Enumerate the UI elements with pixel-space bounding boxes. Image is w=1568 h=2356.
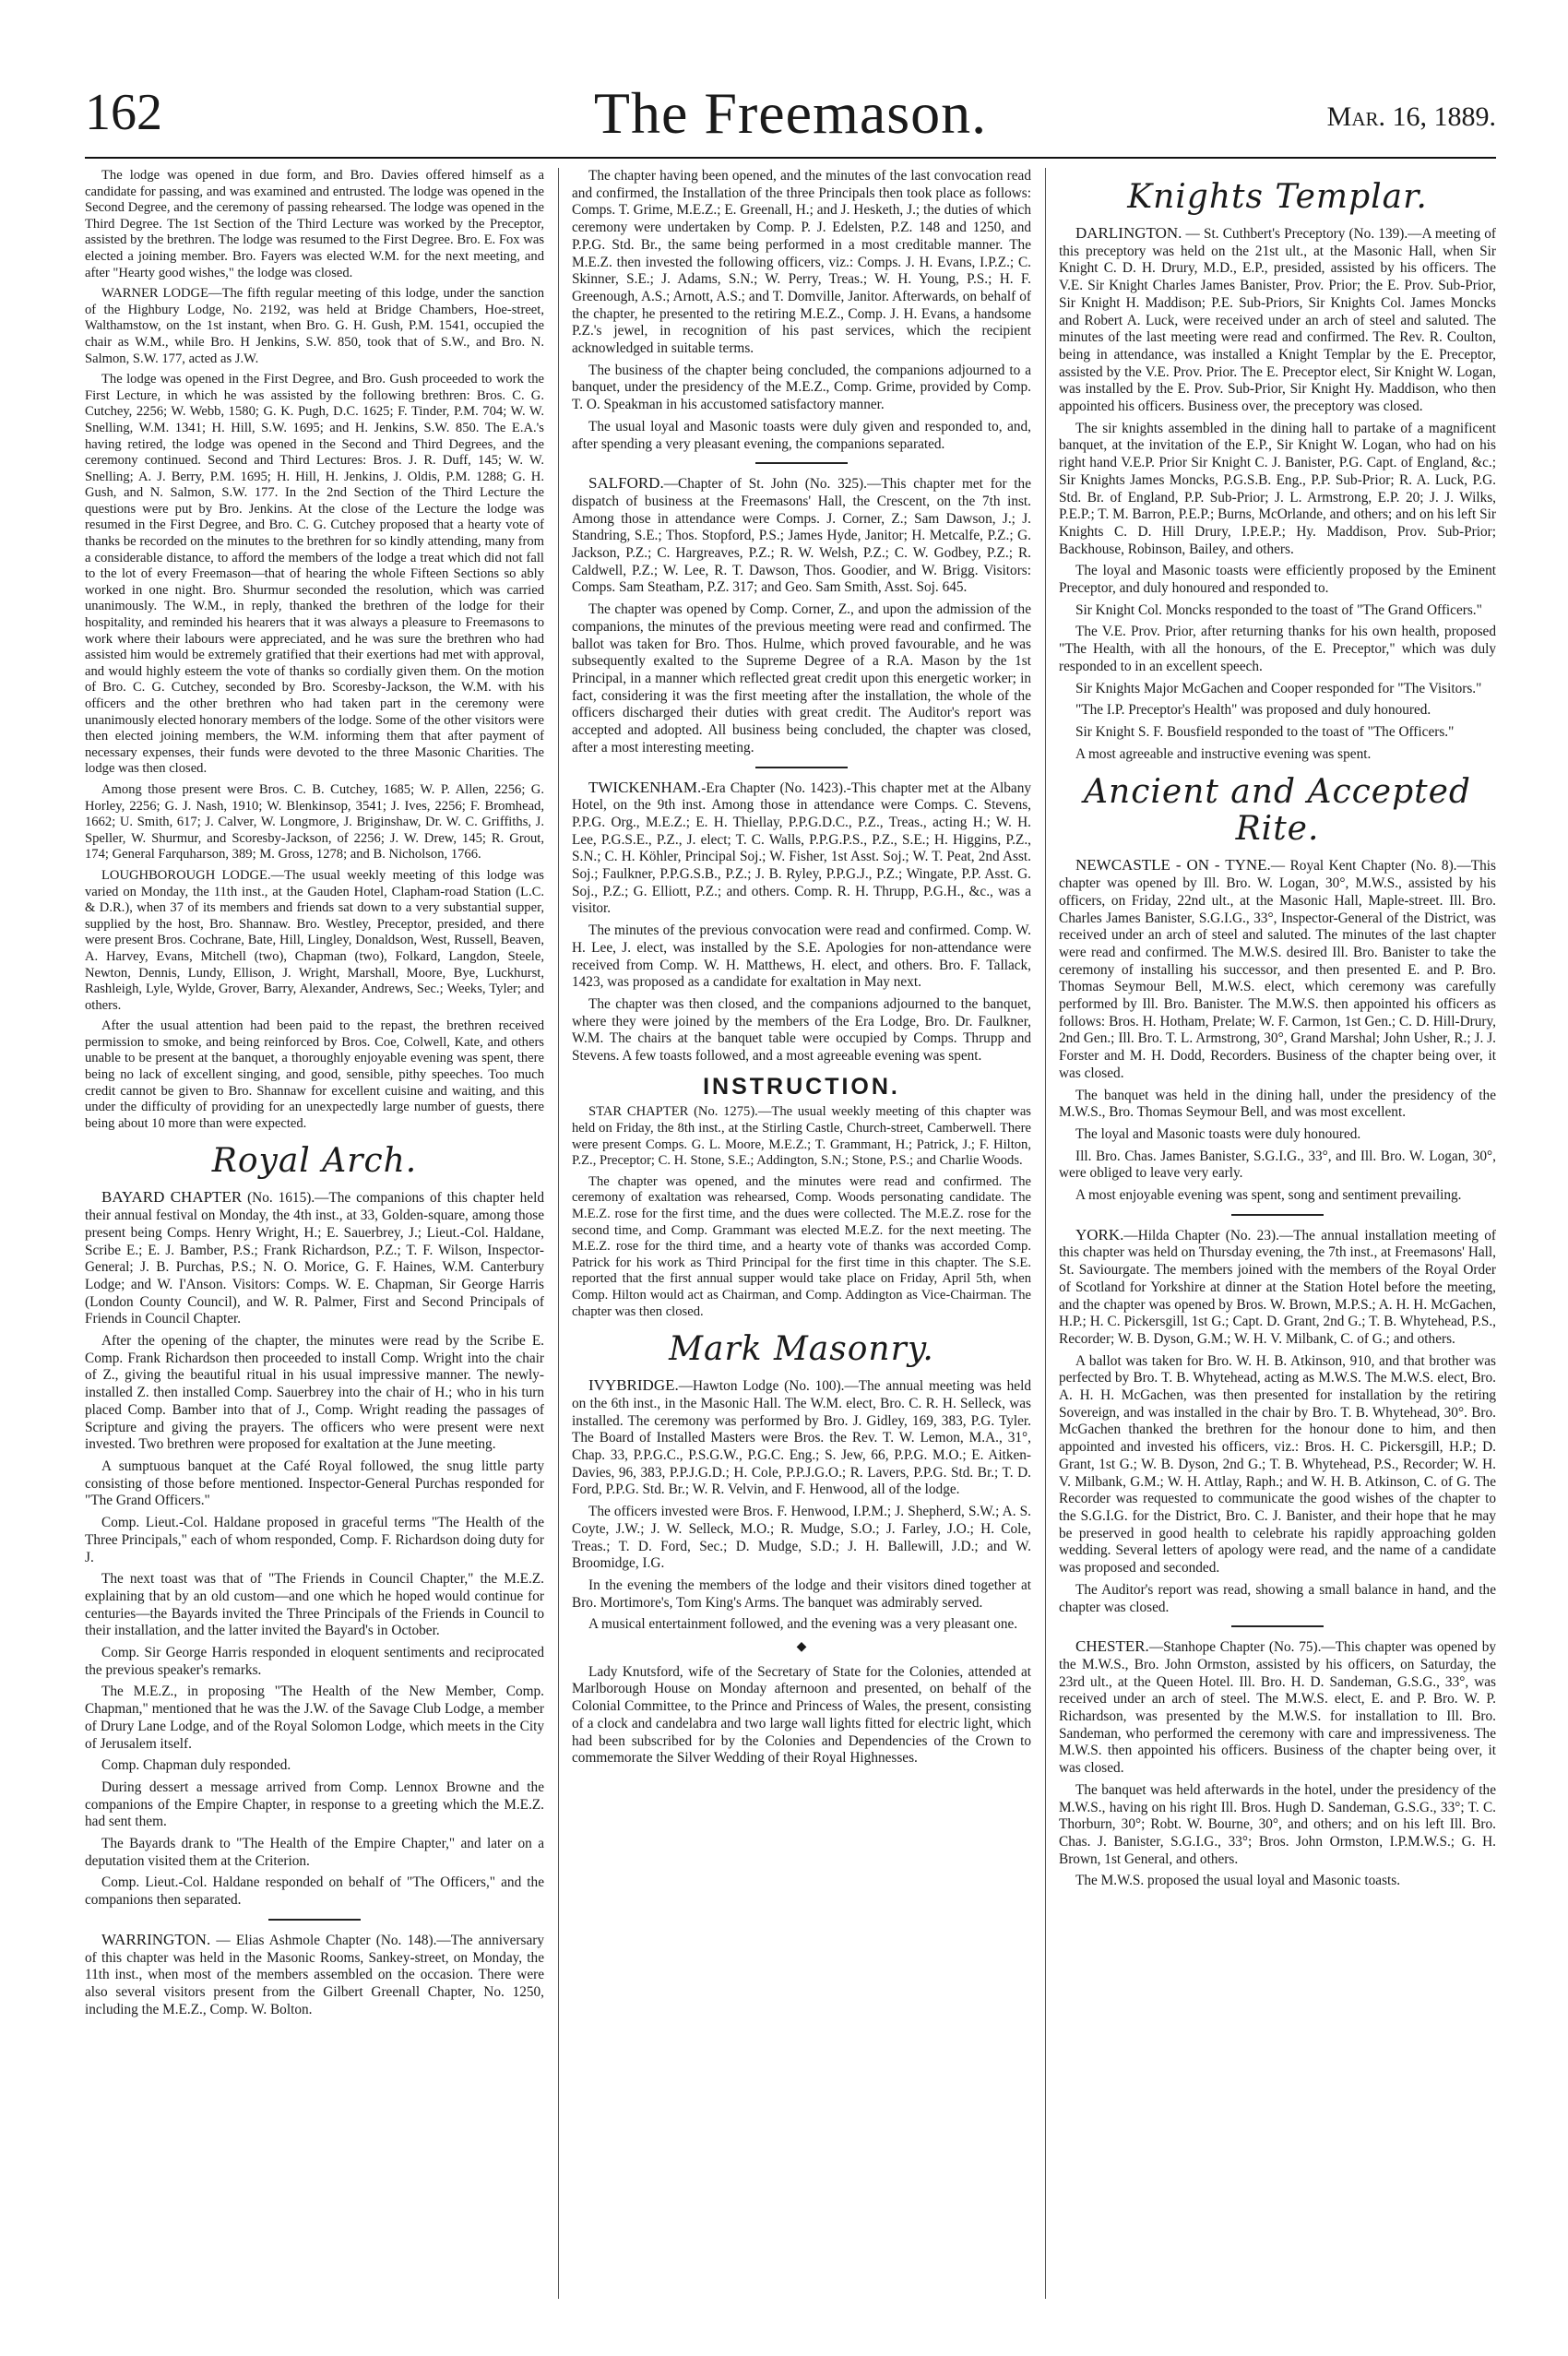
- article-paragraph: WARRINGTON. — Elias Ashmole Chapter (No. 148).—The anniversary of this chapter was held in the Masonic Rooms, Sankey-street, on Monday, the 11th inst., when most of the members assembled on the occasion. There were also several visitors present from the Gilbert Greenall Chapter, No. 1250, including the M.E.Z., Comp. W. Bolton.: [85, 1930, 544, 2017]
- article-lead: IVYBRIDGE.: [588, 1376, 679, 1395]
- article-paragraph: A most agreeable and instructive evening was spent.: [1075, 745, 1372, 762]
- article-paragraph: The business of the chapter being concluded, the companions adjourned to a banquet, under the presidency of the M.E.Z., Comp. Grime, provided by Comp. T. O. Speakman in his accustomed satisfactory manner.: [572, 362, 1031, 413]
- section-subheading: INSTRUCTION.: [703, 1073, 900, 1100]
- section-heading: Ancient and Accepted Rite.: [1084, 773, 1471, 849]
- article-paragraph: Comp. Chapman duly responded.: [101, 1757, 291, 1774]
- masthead-bar: [85, 79, 1496, 159]
- article-paragraph: STAR CHAPTER (No. 1275).—The usual weekly meeting of this chapter was held on Friday, the 8th inst., at the Stirling Castle, Church-street, Camberwell. There were present Comps. G. L. Moore, M.E.Z.; T. Grammant, H.; Patrick, J.; F. Hilton, P.Z., Preceptor; C. H. Stone, S.E.; Addington, S.N.; Stone, P.S.; and Charlie Woods.: [572, 1104, 1031, 1169]
- article-paragraph: The sir knights assembled in the dining hall to partake of a magnificent banquet, at the invitation of the E.P., Sir Knight W. Logan, who had on his right hand V.E.P. Prior Sir Knight C. J. Banister, P.G. Capt. of England, &c.; Sir Knights James Moncks, P.G.S.B. Eng., P.P. Sub-Prior; R. A. Luck, P.G. Std. Br. of England, P.P. Sub-Prior; J. L. Armstrong, E.P. 20; J. J. Wilks, P.E.P.; T. M. Barron, P.E.P.; Burns, McOrlande, and others; and on his left Sir Knights C. D. Hill Drury, I.P.E.P.; Hy. Maddison, Prov. Sub-Prior; Backhouse, Robinson, Bailey, and others.: [1059, 420, 1496, 557]
- article-paragraph: The minutes of the previous convocation were read and confirmed. Comp. W. H. Lee, J. elect, was installed by the S.E. Apologies for non-attendance were received from Comp. W. H. Matthews, H. elect, and others. Bro. F. Tallack, 1423, was proposed as a candidate for exaltation in May next.: [572, 922, 1031, 991]
- article-paragraph: "The I.P. Preceptor's Health" was proposed and duly honoured.: [1075, 702, 1431, 719]
- column-3: [1059, 168, 1496, 1895]
- article-lead: NEWCASTLE - ON - TYNE.: [1075, 856, 1271, 875]
- column-divider-1: [558, 168, 559, 2299]
- article-paragraph: A sumptuous banquet at the Café Royal followed, the snug little party consisting of those before mentioned. Inspector-General Purchas responded for "The Grand Officers.": [85, 1458, 544, 1509]
- article-paragraph: The Bayards drank to "The Health of the Empire Chapter," and later on a deputation visited them at the Criterion.: [85, 1836, 544, 1869]
- article-separator: [755, 767, 848, 768]
- article-paragraph: The banquet was held afterwards in the hotel, under the presidency of the M.W.S., having on his right Ill. Bros. Hugh D. Sandeman, G.S.G., 33°; T. C. Thorburn, 30°; Robt. W. Bourne, 30°, and others; and on his left Ill. Bro. Chas. J. Banister, S.G.I.G., 33°; Bros. John Ormston, I.P.M.W.S.; G. H. Brown, 1st General, and others.: [1059, 1781, 1496, 1867]
- page-number: 162: [85, 84, 162, 141]
- article-paragraph: Sir Knights Major McGachen and Cooper responded for "The Visitors.": [1075, 680, 1482, 696]
- article-separator: [755, 462, 848, 464]
- article-separator: [1231, 1214, 1324, 1216]
- article-paragraph: Lady Knutsford, wife of the Secretary of State for the Colonies, attended at Marlborough House on Monday afternoon and presented, on behalf of the Colonial Committee, to the Prince and Princess of Wales, the present, consisting of a clock and candelabra and two large wall lights fitted for electric light, which had been subscribed for by the Colonies and Dependencies of the Crown to commemorate the Silver Wedding of their Royal Highnesses.: [572, 1663, 1031, 1767]
- article-paragraph: The M.E.Z., in proposing "The Health of the New Member, Comp. Chapman," mentioned that he was the J.W. of the Savage Club Lodge, a member of Drury Lane Lodge, and of the Royal Solomon Lodge, which meets in the City of Jerusalem itself.: [85, 1684, 544, 1752]
- article-lead: TWICKENHAM.: [588, 778, 702, 796]
- article-paragraph: The next toast was that of "The Friends in Council Chapter," the M.E.Z. explaining that by an old custom—and one which he hoped would continue for centuries—the Bayards invited the Three Principals of the Friends in Council to their installation, and the latter invited the Bayard's in October.: [85, 1571, 544, 1639]
- article-paragraph: After the usual attention had been paid to the repast, the brethren received permission to smoke, and being reinforced by Bros. Coe, Colwell, Kate, and others unable to be present at the banquet, a thoroughly enjoyable evening was spent, there being no lack of excellent singing, and good, sensible, pithy speeches. Too much credit cannot be given to Bro. Shannaw for excellent cuisine and waiting, and this under the difficulty of providing for an unexpectedly large number of guests, there being about 10 more than were expected.: [85, 1018, 544, 1131]
- article-paragraph: The loyal and Masonic toasts were duly honoured.: [1075, 1125, 1361, 1142]
- article-paragraph: The chapter was then closed, and the companions adjourned to the banquet, where they were joined by the members of the Era Lodge, Bro. Dr. Faulkner, W.M. The chairs at the banquet table were occupied by Comps. Thrupp and Stevens. A few toasts followed, and a most agreeable evening was spent.: [572, 995, 1031, 1065]
- article-lead: CHESTER.: [1075, 1637, 1149, 1656]
- column-divider-2: [1045, 168, 1046, 2299]
- article-paragraph: In the evening the members of the lodge and their visitors dined together at Bro. Mortimore's, Tom King's Arms. The banquet was admirably served.: [572, 1577, 1031, 1611]
- article-lead: WARRINGTON.: [101, 1930, 211, 1948]
- article-paragraph: The chapter was opened by Comp. Corner, Z., and upon the admission of the companions, the minutes of the previous meeting were read and confirmed. The ballot was taken for Bro. Thos. Hulme, which proved favourable, and he was subsequently exalted to the Supreme Degree of a R.A. Mason by the 1st Principal, in a manner which reflected great credit upon this energetic worker; in fact, considering it was the first meeting after the installation, the whole of the officers discharged their duties with great credit. The Auditor's report was accepted and adopted. All business being concluded, the chapter was closed, after a most interesting meeting.: [572, 601, 1031, 756]
- article-paragraph: The banquet was held in the dining hall, under the presidency of the M.W.S., Bro. Thomas Seymour Bell, and was most excellent.: [1059, 1087, 1496, 1121]
- article-paragraph: Comp. Sir George Harris responded in eloquent sentiments and reciprocated the previous speaker's remarks.: [85, 1645, 544, 1678]
- article-paragraph: NEWCASTLE - ON - TYNE.— Royal Kent Chapter (No. 8).—This chapter was opened by Ill. Bro. W. Logan, 30°, M.W.S., assisted by his officers, on Friday, 22nd ult., at the Masonic Hall, Maple-street. Ill. Bro. Charles James Banister, S.G.I.G., 33°, Inspector-General of the District, was received under an arch of steel and saluted. The minutes of the last chapter were read and confirmed. The M.W.S. desired Ill. Bro. Banister to take the ceremony of installing his successor, and then presented E. and P. Bro. Thomas Seymour Bell, M.W.S. elect, which ceremony was carefully performed by Ill. Bro. Banister. The M.W.S. then appointed his officers as follows: Bros. H. Hotham, Prelate; W. F. Carmon, 1st Gen.; C. D. Hill-Drury, 2nd Gen.; Ill. Bro. T. L. Armstrong, 30°, Grand Marshal; John Usher, R.; J. J. Forster and M. H. Dodd, Recorders. Business of the chapter being over, it was closed.: [1059, 856, 1496, 1081]
- article-paragraph: The chapter was opened, and the minutes were read and confirmed. The ceremony of exaltation was rehearsed, Comp. Woods personating candidate. The M.E.Z. rose for the first time, and the dues were collected. The M.E.Z. rose for the second time, and Comp. Grammant was elected M.E.Z. for the next meeting. The M.E.Z. rose for the third time, and a hearty vote of thanks was accorded Comp. Patrick for his work as Third Principal for the first time in this chapter. The S.E. reported that the first annual supper would take place on Friday, April 5th, when Comp. Hilton would act as Chairman, and Comp. Addington as Vice-Chairman. The chapter was then closed.: [572, 1173, 1031, 1319]
- article-lead: DARLINGTON.: [1075, 224, 1182, 242]
- article-paragraph: SALFORD.—Chapter of St. John (No. 325).—This chapter met for the dispatch of business at the Freemasons' Hall, the Crescent, on the 7th inst. Among those in attendance were Comps. J. Corner, Z.; Sam Dawson, J.; J. Standring, S.E.; Thos. Stopford, P.S.; James Hyde, Janitor; H. Metcalfe, P.Z.; G. Jackson, P.Z.; C. Hargreaves, P.Z.; R. W. Welsh, P.Z.; C. W. Godbey, P.Z.; R. Caldwell, P.Z.; W. Lee, R. T. Dawson, Thos. Goodier, and W. Brigg. Visitors: Comps. Sam Steatham, P.Z. 317; and Geo. Sam Smith, Asst. Soj. 645.: [572, 474, 1031, 596]
- article-paragraph: Among those present were Bros. C. B. Cutchey, 1685; W. P. Allen, 2256; G. Horley, 2256; G. J. Nash, 1910; W. Blenkinsop, 3541; J. Ives, 2256; F. Bromhead, 1662; U. Smith, 617; J. Calver, W. Longmore, J. Briginshaw, Dr. W. C. Griffiths, J. Speller, W. Shurmur, and Scoresby-Jackson, of 2256; J. W. Drew, 145; R. Grout, 174; General Farquharson, 389; M. Gross, 1278; and B. Nicholson, 1766.: [85, 781, 544, 863]
- article-lead: YORK.: [1075, 1225, 1124, 1243]
- issue-date: Mar. 16, 1889.: [1326, 101, 1496, 132]
- article-separator: [1231, 1625, 1324, 1627]
- article-paragraph: CHESTER.—Stanhope Chapter (No. 75).—This chapter was opened by the M.W.S., Bro. John Ormston, assisted by his officers, on Saturday, the 23rd ult., at the Queen Hotel. Ill. Bro. H. D. Sandeman, G.S.G., 33°, was received under an arch of steel. The M.W.S. elect, E. and P. Bro. W. P. Richardson, was presented by the M.W.S. for installation to Ill. Bro. Sandeman, who performed the ceremony with care and impressiveness. The M.W.S. then appointed his officers. Business of the chapter being over, it was closed.: [1059, 1637, 1496, 1777]
- article-lead: BAYARD CHAPTER: [101, 1188, 243, 1207]
- article-paragraph: BAYARD CHAPTER (No. 1615).—The companions of this chapter held their annual festival on Monday, the 4th inst., at 33, Golden-square, among those present being Comps. Henry Wright, H.; E. Sauerbrey, J.; Lieut.-Col. Haldane, Scribe E.; E. J. Bamber, P.S.; Frank Richardson, P.Z.; T. F. Wilson, Inspector-General; J. B. Purchas, P.S.; N. O. Morice, G. F. Haines, W.M. Canterbury Lodge; and W. I'Anson. Visitors: Comps. W. E. Chapman, Sir George Harris (London County Council), and W. R. Palmer, First and Second Principals of Friends in Council Chapter.: [85, 1188, 544, 1327]
- article-paragraph: Sir Knight S. F. Bousfield responded to the toast of "The Officers.": [1075, 723, 1455, 740]
- article-paragraph: Sir Knight Col. Moncks responded to the toast of "The Grand Officers.": [1075, 601, 1482, 618]
- newspaper-title: The Freemason.: [593, 80, 988, 146]
- article-paragraph: A ballot was taken for Bro. W. H. B. Atkinson, 910, and that brother was perfected by Bro. T. B. Whytehead, acting as M.W.S. The M.W.S. elect, Bro. A. H. H. McGachen, was then presented for installation by the retiring Sovereign, and was installed in the chair by Bro. T. B. Whytehead, 30°. Bro. McGachen thanked the brethren for the honour done to him, and then appointed and invested his officers, viz.: Bros. H. C. Pickersgill, H.P.; D. Grant, 1st G.; W. B. Dyson, 2nd G.; T. B. Whytehead, P.S., Recorder; W. H. V. Milbank, G.M.; W. H. Attlay, Raph.; and W. H. B. Atkinson, C. of G. The Recorder was requested to communicate the good wishes of the chapter to the S.G.I.G. for the District, Bro. C. J. Banister, and their hope that he may be preserved in good health to celebrate his rapidly approaching golden wedding. Several letters of apology were read, and the name of a candidate was proposed and seconded.: [1059, 1352, 1496, 1577]
- diamond-ornament: ◆: [796, 1640, 807, 1655]
- article-separator: [268, 1919, 361, 1921]
- article-paragraph: The Auditor's report was read, showing a small balance in hand, and the chapter was closed.: [1059, 1581, 1496, 1615]
- article-paragraph: The chapter having been opened, and the minutes of the last convocation read and confirmed, the Installation of the three Principals then took place as follows: Comps. T. Grime, M.E.Z.; E. Greenall, H.; and J. Hesketh, J.; the duties of which ceremony were undertaken by Comp. P. J. Edelsten, P.Z. 148 and 1250, and P.P.G. Std. Br., the same being performed in a most creditable manner. The M.E.Z. then invested the following officers, viz.: Comps. J. H. Evans, I.P.Z.; C. Skinner, S.E.; J. Adams, S.N.; W. Perry, Treas.; W. H. Young, P.S.; H. F. Greenough, A.S.; Arnott, A.S.; and T. Domville, Janitor. Afterwards, on behalf of the chapter, he presented to the retiring M.E.Z., Comp. J. H. Evans, a handsome P.Z.'s jewel, in recognition of his past services, which the recipient acknowledged in suitable terms.: [572, 168, 1031, 357]
- article-paragraph: DARLINGTON. — St. Cuthbert's Preceptory (No. 139).—A meeting of this preceptory was held on the 21st ult., at the Masonic Hall, when Sir Knight C. D. H. Drury, M.D., E.P., presided, assisted by his officers. The V.E. Sir Knight Charles James Banister, Prov. Prior; the E. Prov. Sub-Prior, Sir Knight H. Maddison; P.E. Sub-Priors, Sir Knights Col. James Moncks and Robert A. Luck, were received under an arch of steel and saluted. The minutes of the last meeting were read and confirmed. The Rev. R. Coulton, being in attendance, was installed a Knight Templar by the E. Preceptor, assisted by the V.E. Prov. Prior. The E. Preceptor elect, Sir Knight W. Logan, was installed by the E. Prov. Sub-Prior, Sir Knight Hy. Maddison, who then appointed his officers. Business over, the preceptory was closed.: [1059, 224, 1496, 415]
- article-lead: SALFORD.: [588, 474, 664, 493]
- article-paragraph: A musical entertainment followed, and the evening was a very pleasant one.: [588, 1616, 1018, 1633]
- article-paragraph: The usual loyal and Masonic toasts were duly given and responded to, and, after spending a very pleasant evening, the companions separated.: [572, 418, 1031, 452]
- article-paragraph: YORK.—Hilda Chapter (No. 23).—The annual installation meeting of this chapter was held on Thursday evening, the 7th inst., at Freemasons' Hall, St. Saviourgate. The members joined with the members of the Royal Order of Scotland for Yorkshire at dinner at the Station Hotel before the meeting, and the chapter was opened by Bros. W. Brown, M.P.S.; A. H. H. McGachen, H.P.; H. C. Pickersgill, 1st G.; Capt. D. Grant, 2nd G.; T. B. Whytehead, P.S., Recorder; W. B. Dyson, G.M.; W. H. V. Milbank, C. of G.; and others.: [1059, 1225, 1496, 1347]
- article-paragraph: Ill. Bro. Chas. James Banister, S.G.I.G., 33°, and Ill. Bro. W. Logan, 30°, were obliged to leave very early.: [1059, 1148, 1496, 1182]
- article-paragraph: Comp. Lieut.-Col. Haldane proposed in graceful terms "The Health of the Three Principals," each of whom responded, Comp. F. Richardson doing duty for J.: [85, 1515, 544, 1565]
- article-paragraph: During dessert a message arrived from Comp. Lennox Browne and the companions of the Empire Chapter, in response to a greeting which the M.E.Z. had sent them.: [85, 1779, 544, 1830]
- article-paragraph: The loyal and Masonic toasts were efficiently proposed by the Eminent Preceptor, and duly honoured and responded to.: [1059, 563, 1496, 597]
- article-paragraph: IVYBRIDGE.—Hawton Lodge (No. 100).—The annual meeting was held on the 6th inst., in the Masonic Hall. The W.M. elect, Bro. C. R. H. Selleck, was installed. The ceremony was performed by Bro. J. Gidley, 169, 383, P.G. Tyler. The Board of Installed Masters were Bros. the Rev. T. W. Lemon, M.A., 31°, Chap. 33, P.P.G.C., P.S.G.W., P.G.C. Eng.; S. Jew, 66, P.P.G. M.O.; E. Aitken-Davies, 96, 383, P.P.J.G.D.; H. Cole, P.P.J.G.O.; R. Lavers, P.P.G. Std. Br.; T. D. Ford, P.P.G. Std. Br.; W. R. Velvin, and F. Henwood, all of the lodge.: [572, 1376, 1031, 1498]
- article-paragraph: A most enjoyable evening was spent, song and sentiment prevailing.: [1075, 1187, 1462, 1204]
- column-2: [572, 168, 1031, 1772]
- article-paragraph: TWICKENHAM.-Era Chapter (No. 1423).-This chapter met at the Albany Hotel, on the 9th inst. Among those in attendance were Comps. C. Stevens, P.P.G. Org., M.E.Z.; E. H. Thiellay, P.P.G.D.C., P.Z., Treas., acting H.; W. H. Lee, P.G.S.E., P.Z., J. elect; T. C. Walls, P.P.G.P.S., P.Z., S.E.; H. Higgins, P.Z., S.N.; C. H. Köhler, Principal Soj.; W. Fisher, 1st Asst. Soj.; W. T. Peat, 2nd Asst. Soj.; Faulkner, P.P.G.S.B., P.Z.; J. B. Ryley, P.P.G.J., P.Z.; Wingate, P.P. Asst. G. Soj., P.Z.; G. Elliott, P.Z.; and others. Comp. R. H. Thrupp, P.G.H., &c., was a visitor.: [572, 778, 1031, 917]
- column-1: [85, 168, 544, 2023]
- article-paragraph: Comp. Lieut.-Col. Haldane responded on behalf of "The Officers," and the companions then separated.: [85, 1874, 544, 1909]
- section-heading: Royal Arch.: [211, 1142, 418, 1181]
- article-paragraph: The lodge was opened in the First Degree, and Bro. Gush proceeded to work the First Lecture, in which he was assisted by the following brethren: Bros. C. G. Cutchey, 2256; W. Webb, 1580; G. K. Pugh, D.C. 1625; F. Tinder, P.M. 704; W. W. Snelling, W.M. 1341; H. Hill, S.W. 1695; and H. Jenkins, S.W. 850. The E.A.'s having retired, the lodge was opened in the Second and Third Degrees, and the ceremony continued. Second and Third Lectures: Bros. J. R. Duff, 145; W. W. Snelling; A. J. Berry, P.M. 1695; H. Hill, H. Jenkins, J. Oldis, P.M. 1288; G. H. Gush, and N. Salmon, S.W. 177. In the 2nd Section of the Third Lecture the questions were put by Bro. Jenkins. At the close of the Lecture the lodge was resumed in the First Degree, and Bro. C. G. Cutchey proposed that a hearty vote of thanks be recorded on the minutes to the brethren for so kindly attending, many from a considerable distance, to afford the members of the lodge a treat which did not fall to the lot of every Freemason—that of hearing the whole Fifteen Sections so ably worked in one night. Bro. Shurmur seconded the resolution, which was carried unanimously. The W.M., in reply, thanked the brethren of the lodge for their hospitality, and reminded his hearers that it was always a pleasure to Freemasons to work where their labours were appreciated, and he was sure the brethren who had assisted him would be extremely gratified that their exertions had met with approval, and would highly esteem the vote of thanks so cordially given them. On the motion of Bro. C. G. Cutchey, seconded by Bro. Scoresby-Jackson, the W.M. with his officers and the other brethren who had taken part in the ceremony were unanimously elected honorary members of the lodge. Some of the other visitors were then elected joining members, the W.M. informing them that after payment of necessary expenses, their funds were devoted to the three Masonic Charities. The lodge was then closed.: [85, 372, 544, 777]
- article-paragraph: The lodge was opened in due form, and Bro. Davies offered himself as a candidate for passing, and was examined and entrusted. The lodge was opened in the Second Degree, and the ceremony of passing rehearsed. The lodge was opened in the Third Degree. The 1st Section of the Third Lecture was worked by the Preceptor, assisted by the brethren. The lodge was resumed to the First Degree. Bro. E. Fox was elected a joining member. Bro. Fayers was elected W.M. for the next meeting, and after "Hearty good wishes," the lodge was closed.: [85, 168, 544, 280]
- article-paragraph: The M.W.S. proposed the usual loyal and Masonic toasts.: [1075, 1873, 1401, 1889]
- article-paragraph: The V.E. Prov. Prior, after returning thanks for his own health, proposed "The Health, with all the honours, of the E. Preceptor," which was duly responded to in an excellent speech.: [1059, 624, 1496, 674]
- article-paragraph: The officers invested were Bros. F. Henwood, I.P.M.; J. Shepherd, S.W.; A. S. Coyte, J.W.; J. W. Selleck, M.O.; R. Mudge, S.O.; J. Farley, J.O.; H. Cole, Treas.; T. D. Ford, Sec.; D. Mudge, S.D.; J. H. Ballewill, J.D.; and W. Broomidge, I.G.: [572, 1504, 1031, 1572]
- article-paragraph: After the opening of the chapter, the minutes were read by the Scribe E. Comp. Frank Richardson then proceeded to install Comp. Wright into the chair of Z., giving the beautiful ritual in his usual impressive manner. The newly-installed Z. then installed Comp. Sauerbrey into the chair of H.; who in his turn placed Comp. Bamber into that of J., Comp. Wright reading the passages of Scripture and giving the prayers. The officers who were present were next invested. Two brethren were proposed for exaltation at the June meeting.: [85, 1333, 544, 1453]
- section-heading: Mark Masonry.: [669, 1330, 934, 1369]
- article-paragraph: WARNER LODGE—The fifth regular meeting of this lodge, under the sanction of the Highbury Lodge, No. 2192, was held at Bridge Chambers, Hoe-street, Walthamstow, on the 1st instant, when Bro. G. H. Gush, P.M. 1541, occupied the chair as W.M., while Bro. H Jenkins, S.W. 850, took that of S.W., and Bro. N. Salmon, S.W. 177, acted as J.W.: [85, 286, 544, 366]
- article-paragraph: LOUGHBOROUGH LODGE.—The usual weekly meeting of this lodge was varied on Monday, the 11th inst., at the Gauden Hotel, Clapham-road Station (L.C. & D.R.), when 37 of its members and friends sat down to a very substantial supper, supplied by the host, Bro. Shannaw. Bro. Westley, Preceptor, presided, and there were present Bros. Cochrane, Bate, Hill, Lingley, Donaldson, West, Russell, Beaven, A. Harvey, Evans, Mitchell (two), Chapman (two), Folkard, Langdon, Steele, Newton, Dennis, Lundy, Ellison, J. Wright, Marshall, Moore, Bye, Luckhurst, Rashleigh, Lyle, Wylde, Grover, Barry, Alexander, Andrews, Sec.; Weeks, Tyler; and others.: [85, 867, 544, 1013]
- section-heading: Knights Templar.: [1127, 178, 1428, 216]
